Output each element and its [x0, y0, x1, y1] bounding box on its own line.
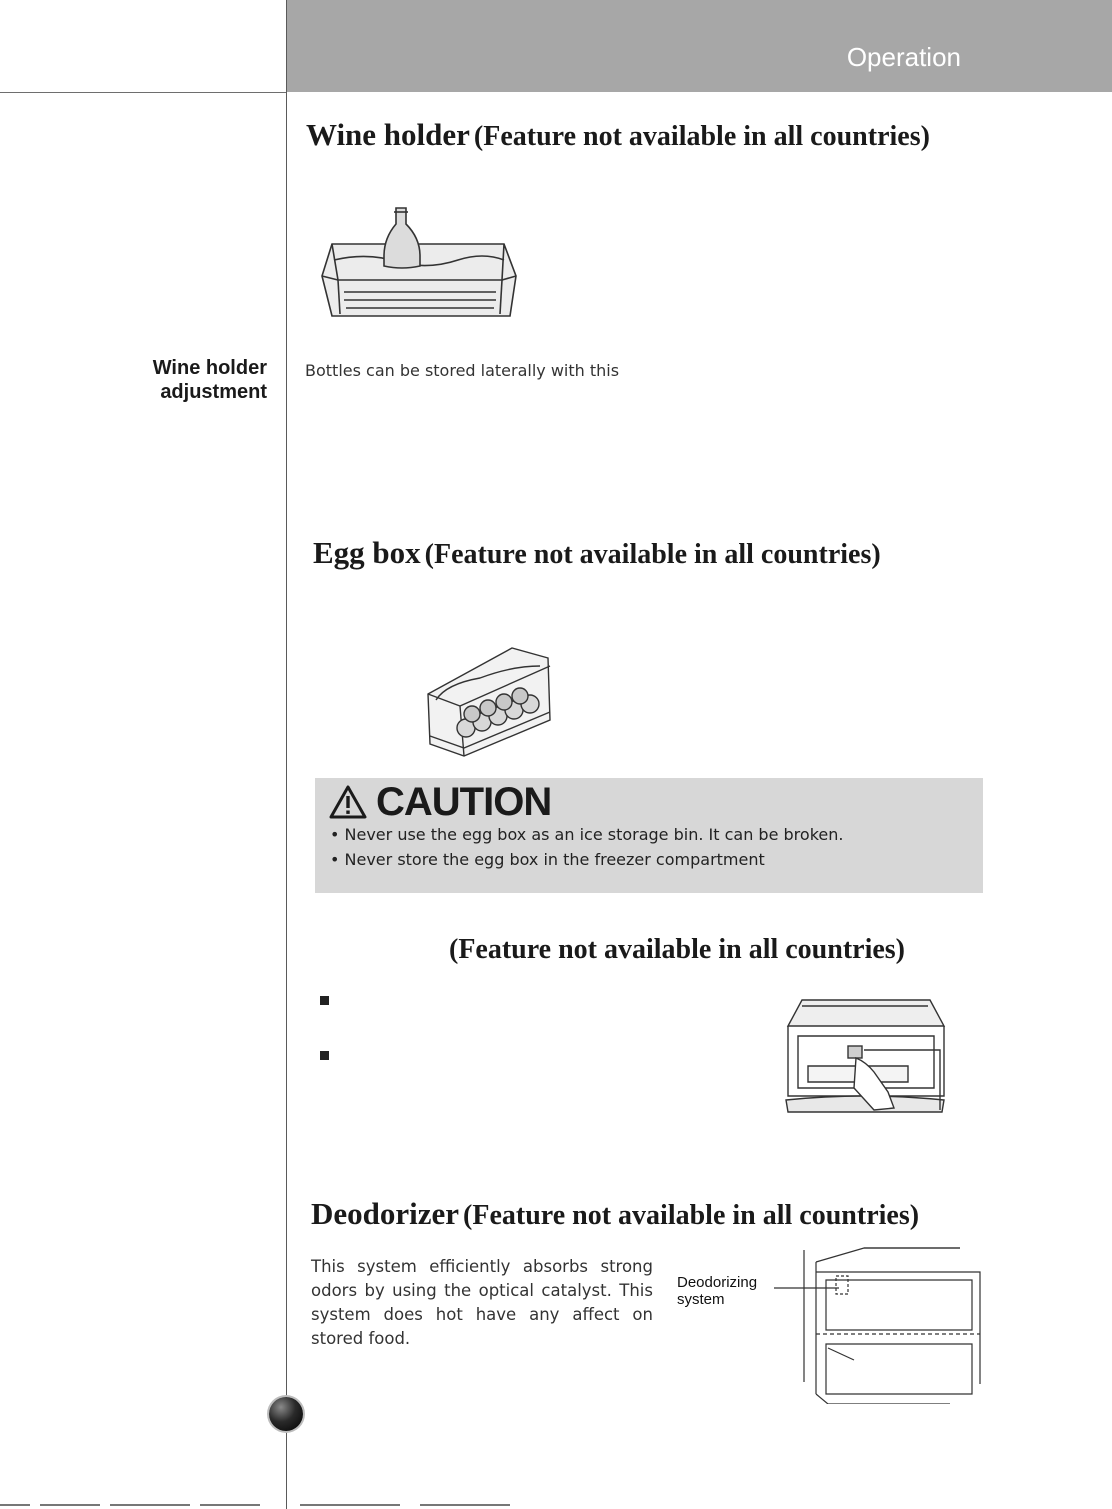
third-section-heading [449, 934, 905, 966]
header-title: Operation [846, 42, 961, 72]
caution-title: CAUTION [376, 780, 552, 824]
caution-item-1: • Never use the egg box as an ice storage bin. It can be broken. [330, 825, 844, 844]
deodorizer-title: Deodorizer [311, 1196, 460, 1231]
bullet-square-icon [320, 996, 329, 1005]
warning-triangle-icon [328, 784, 368, 820]
deodorizer-subtitle: (Feature not available in all countries) [463, 1200, 920, 1231]
third-section-subtitle: (Feature not available in all countries) [449, 934, 905, 965]
caution-item-2: • Never store the egg box in the freezer compartment [330, 850, 765, 869]
deodorizer-heading [311, 1196, 919, 1232]
wine-holder-heading [306, 117, 930, 153]
egg-box-heading [313, 535, 881, 571]
side-label-line2: adjustment [160, 381, 267, 403]
bullet-square-icon [320, 1051, 329, 1060]
refrigerator-interior-illustration [774, 1244, 984, 1404]
wine-holder-subtitle: (Feature not available in all countries) [473, 121, 930, 152]
deodorizing-system-label [677, 1274, 757, 1308]
wine-holder-illustration [318, 204, 524, 326]
deodorizer-description: This system efficiently absorbs strong odors by using the optical catalyst. This system does hot have any affect on stored food. [311, 1257, 653, 1348]
egg-box-illustration [420, 644, 554, 758]
wine-holder-title: Wine holder [306, 117, 470, 152]
header-rule [0, 92, 287, 93]
margin-divider [286, 0, 287, 1509]
header-bar [287, 0, 1112, 92]
deo-label-line1: Deodorizing [677, 1274, 758, 1291]
wine-holder-side-label [153, 356, 267, 404]
page-number-dot [269, 1397, 303, 1431]
drawer-illustration [784, 996, 946, 1116]
side-label-line1: Wine holder [152, 357, 267, 379]
footer-print-marks [0, 1500, 520, 1509]
deo-label-line2: system [677, 1291, 725, 1308]
egg-box-subtitle: (Feature not available in all countries) [424, 539, 881, 570]
egg-box-title: Egg box [313, 535, 421, 570]
wine-holder-description: Bottles can be stored laterally with this [305, 361, 620, 380]
